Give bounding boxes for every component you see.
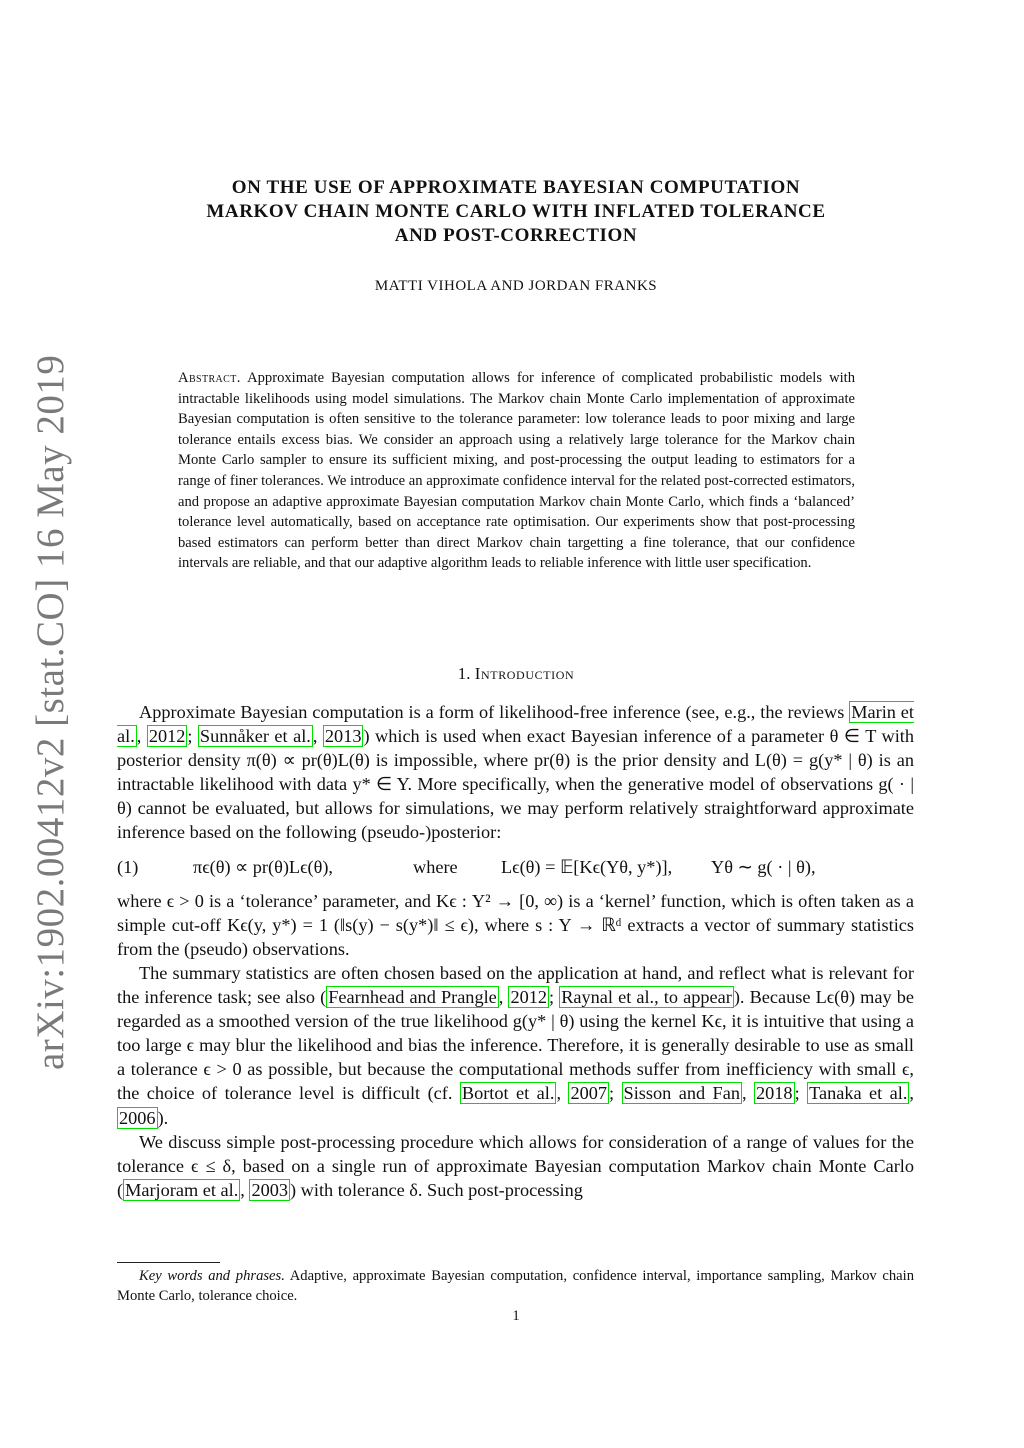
text-run: , [556,1083,569,1104]
authors: MATTI VIHOLA AND JORDAN FRANKS [374,278,658,294]
footnote-text: Adaptive, approximate Bayesian computation, confidence interval, importance sampling, Markov chain Monte Carlo, tolerance choice. [117,1268,914,1304]
text-run: , [136,726,147,747]
equation-number: (1) [117,856,139,877]
page-number: 1 [512,1308,520,1324]
section-number: 1. [457,664,471,683]
text-run: The summary statistics are often chosen based on the application at hand, and reflect what is relevant for the inference task; see also ( [117,962,914,1008]
citation-link[interactable]: 2003 [251,1179,288,1200]
text-run: , [498,987,509,1008]
text-run: ; [549,987,560,1008]
equation-where: where [413,856,458,877]
citation-link[interactable]: Tanaka et al. [809,1083,908,1104]
text-run: ) which is used when exact Bayesian inference of a parameter θ ∈ T with posterior density π(θ) ∝ pr(θ)L(θ) is impossible, where pr(θ) is the prior density and L(θ) = g(y* | θ) is an intractable likelihood with data y* ∈ Y. More specifically, when the generative model of observations g( · | θ) cannot be evaluated, but allows for simulations, we may perform relatively straightforward approximate inference based on the following (pseudo-)posterior: [117,726,915,843]
paragraph-4 [117,1130,914,1202]
equation-lhs: πϵ(θ) ∝ pr(θ)Lϵ(θ), [193,856,333,877]
equation-rhs: Lϵ(θ) = 𝔼[Kϵ(Yθ, y*)], [501,856,673,877]
citation-link[interactable]: Sunnåker et al. [199,726,311,747]
text-run: ). Because Lϵ(θ) may be regarded as a smoothed version of the true likelihood g(y* | θ) using the kernel Kϵ, it is intuitive that using a too large ϵ may blur the likelihood and bias the inference. Therefore, it is generally desirable to use as small a tolerance ϵ > 0 as possible, but because the computational methods suffer from inefficiency with small ϵ, the choice of tolerance level is difficult (cf. [117,987,915,1104]
text-run: ; [609,1083,622,1104]
citation-link[interactable]: Raynal et al., to appear [561,987,732,1008]
text-run: ) with tolerance δ. Such post-processing [290,1179,583,1200]
citation-link[interactable]: Bortot et al. [461,1083,555,1104]
title-line-1: ON THE USE OF APPROXIMATE BAYESIAN COMPUTATION [231,177,801,198]
paragraph-3 [117,961,914,1130]
citation-link[interactable]: Sisson and Fan [623,1083,740,1104]
abstract-heading: Abstract. [178,370,241,386]
citation-link[interactable]: 2006 [119,1107,156,1128]
footnote-divider [117,1262,220,1263]
arxiv-identifier: arXiv:1902.00412v2 [stat.CO] 16 May 2019 [29,354,72,1070]
title-line-2: MARKOV CHAIN MONTE CARLO WITH INFLATED TOLERANCE [206,201,826,222]
body-text [117,700,914,1202]
title-line-3: AND POST-CORRECTION [394,225,638,246]
abstract [178,368,855,574]
text-run: Approximate Bayesian computation is a form of likelihood-free inference (see, e.g., the reviews [139,702,850,722]
citation-link[interactable]: 2007 [570,1083,608,1104]
paragraph-1 [117,700,914,845]
abstract-text: Approximate Bayesian computation allows for inference of complicated probabilistic models with intractable likelihoods using model simulations. The Markov chain Monte Carlo implementation of approximate Bayesian computation is often sensitive to the tolerance parameter: low tolerance leads to poor mixing and large tolerance entails excess bias. We consider an approach using a relatively large tolerance for the Markov chain Monte Carlo sampler to ensure its sufficient mixing, and post-processing the output leading to estimators for a range of finer tolerances. We introduce an approximate confidence interval for the related post-corrected estimators, and propose an adaptive approximate Bayesian computation Markov chain Monte Carlo, which finds a ‘balanced’ tolerance level automatically, based on acceptance rate optimisation. Our experiments show that post-processing based estimators can perform better than direct Markov chain targetting a fine tolerance, that our confidence intervals are reliable, and that our adaptive algorithm leads to reliable inference with little user specification. [178,370,856,572]
text-run: , [240,1179,250,1200]
footnote [117,1266,914,1306]
section-heading [110,664,922,684]
footnote-label: Key words and phrases. [139,1268,285,1284]
citation-link[interactable]: 2012 [510,987,548,1008]
text-run: , [741,1083,754,1104]
text-run: , [909,1083,914,1104]
section-title: Introduction [474,664,575,683]
citation-link[interactable]: 2013 [324,726,362,747]
citation-link[interactable]: Fearnhead and Prangle [328,987,497,1008]
text-run: ; [794,1083,808,1104]
citation-link[interactable]: 2018 [756,1083,793,1104]
paper-title [110,176,922,248]
equation-y-def: Yθ ∼ g( · | θ), [711,856,816,877]
text-run: ; [187,726,198,747]
text-run: We discuss simple post-processing procedure which allows for consideration of a range of values for the tolerance ϵ ≤ δ, based on a single run of approximate Bayesian computation Markov chain Monte Carlo ( [117,1131,914,1200]
text-run: ). [157,1107,169,1128]
citation-link[interactable]: Marjoram et al. [125,1179,239,1200]
text-run: , [312,726,323,747]
citation-link[interactable]: Marin et al. [117,702,914,747]
equation-1 [117,855,914,879]
citation-link[interactable]: 2012 [148,726,186,747]
paragraph-2: where ϵ > 0 is a ‘tolerance’ parameter, and Kϵ : Y² → [0, ∞) is a ‘kernel’ function, which is often taken as a simple cut-off Kϵ(y, y*) = 1 (‖s(y) − s(y*)‖ ≤ ϵ), where s : Y → ℝᵈ extracts a vector of summary statistics from the (pseudo) observations. [117,890,914,959]
